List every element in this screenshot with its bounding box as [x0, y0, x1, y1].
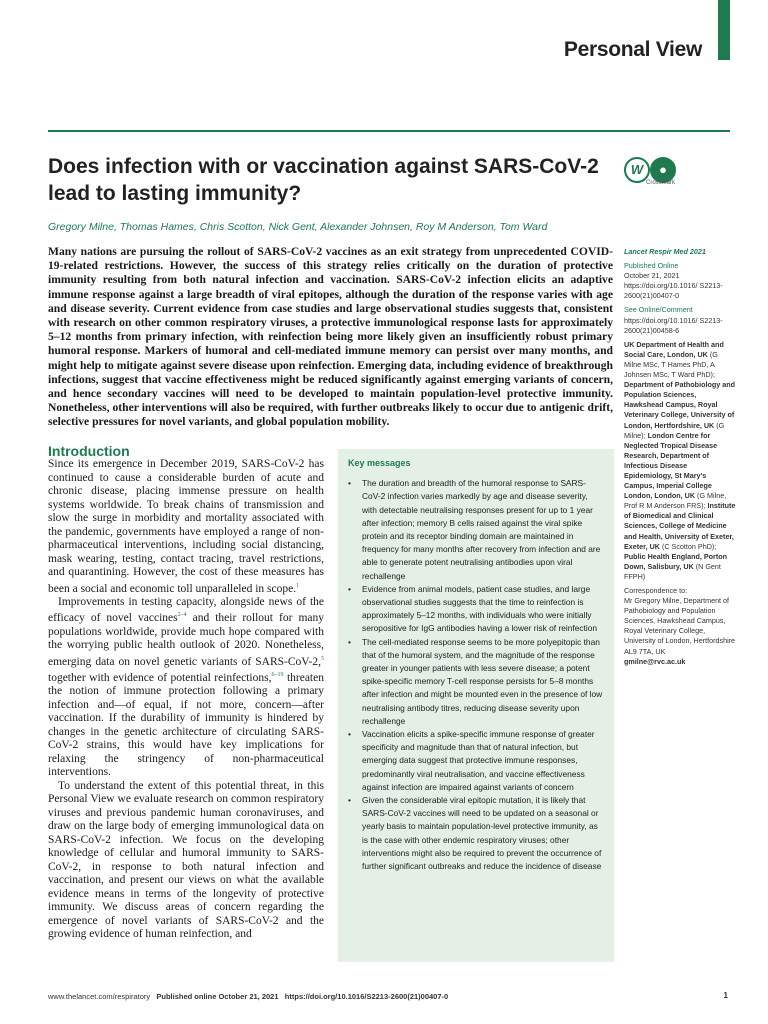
- correspondence-address: Mr Gregory Milne, Department of Pathobiology and Population Sciences, Hawkshead Campus, Royal Veterinary College, University of London, Hertfordshire AL9 7TA, UK: [624, 596, 736, 656]
- crossmark-label: CrossMark: [646, 180, 676, 186]
- footer-site-link[interactable]: www.thelancet.com/respiratory: [48, 992, 151, 1001]
- see-comment-label: See Online/Comment: [624, 305, 693, 315]
- comment-doi-link[interactable]: https://doi.org/10.1016/ S2213-2600(21)00458-6: [624, 315, 723, 335]
- open-access-icon[interactable]: W: [624, 157, 650, 183]
- published-label: Published Online: [624, 261, 679, 271]
- citation-ref[interactable]: 5: [321, 655, 324, 662]
- key-message-item: • Vaccination elicits a spike-specific immune response of greater specificity and magnitude than that of natural infection, but emerging data suggest that protective immune responses, predominantly viral neutralisation, and vaccine effectiveness against infection are impaired against variants of concern: [348, 728, 604, 794]
- intro-paragraph-2: Improvements in testing capacity, alongside news of the efficacy of novel vaccines$^{2-4}$ and their rollout for many populations worldwide, provide much hope compared with the worrying public health outlook of 2020. Nonetheless, emerging data on novel genetic variants of SARS-CoV-2,$^5$ together with evidence of potential reinfections,$^{6-19}$ threaten the notion of immune protection following a primary infection and—of equal, if not more, concern—after vaccination. If the durability of immunity is hindered by changes in the genetic architecture of circulating SARS-CoV-2 strains, this would have key implications for relaxing the stringency of non-pharmaceutical interventions.: [48, 595, 324, 779]
- page-footer: [48, 992, 448, 1001]
- key-message-item: • Given the considerable viral epitopic mutation, it is likely that SARS-CoV-2 vaccines will need to be updated on a seasonal or yearly basis to maintain population-level protective immunity, as is the case with other endemic respiratory viruses; other interventions might also be required to prevent the occurrence of further significant outbreaks and reduce the incidence of disease: [348, 794, 604, 873]
- introduction-body: [48, 458, 324, 942]
- section-color-bar: [718, 0, 730, 60]
- correspondence-label: Correspondence to:: [624, 586, 688, 595]
- footer-published: Published online October 21, 2021: [156, 992, 279, 1001]
- article-sidebar: [624, 247, 736, 671]
- key-messages-heading: Key messages: [348, 458, 411, 468]
- citation-ref[interactable]: 1: [296, 582, 300, 589]
- correspondence-email[interactable]: gmilne@rvc.ac.uk: [624, 656, 686, 666]
- citation-ref[interactable]: 2–4: [177, 612, 187, 619]
- key-message-item: • The duration and breadth of the humoral response to SARS-CoV-2 infection varies markedly by age and disease severity, with detectable neutralising responses present for up to 1 year after infection; memory B cells raised against the viral spike protein and its receptor binding domain are maintained in frequency for many months after recovery from infection and are able to generate potent neutralising antibodies upon viral rechallenge: [348, 477, 604, 583]
- intro-paragraph-3: To understand the extent of this potential threat, in this Personal View we evaluate research on common respiratory viruses and previous pandemic human coronaviruses, and draw on the large body of emerging immunological data on SARS-CoV-2 infection. We focus on the developing knowledge of cellular and humoral immunity to SARS-CoV-2, in response to both natural infection and vaccination, and present our views on what the available evidence means in terms of the longevity of protective immunity. We discuss areas of concern regarding the emergence of novel variants of SARS-CoV-2 and the growing evidence of human reinfection, and: [48, 779, 324, 941]
- key-messages-list: [348, 477, 604, 873]
- footer-doi[interactable]: https://doi.org/10.1016/S2213-2600(21)00407-0: [284, 992, 449, 1001]
- published-date: October 21, 2021: [624, 271, 680, 281]
- journal-citation: Lancet Respir Med 2021: [624, 247, 706, 256]
- key-message-item: • Evidence from animal models, patient case studies, and large observational studies suggests that the time to reinfection is approximately 5–12 months, with individuals who were initially seropositive for IgG antibodies having a lower risk of reinfection: [348, 583, 604, 636]
- key-message-item: • The cell-mediated response seems to be more polyepitopic than that of the humoral system, and the magnitude of the response greater in younger patients with less severe disease; a potent spike-specific memory T-cell response persists for 5–8 months after infection and might be mounted even in the presence of low neutralising antibody titres, reducing disease severity upon rechallenge: [348, 636, 604, 728]
- key-messages-panel: [338, 449, 614, 962]
- affiliations: UK Department of Health and Social Care, London, UK (G Milne MSc, T Hames PhD, A Johnsen MSc, T Ward PhD); Department of Pathobiology and Population Sciences, Hawkshead Campus, Royal Veterinary College, University of London, Hertfordshire, UK (G Milne); London Centre for Neglected Tropical Disease Research, Department of Infectious Disease Epidemiology, St Mary's Campus, Imperial College London, London, UK (G Milne, Prof R M Anderson FRS); Institute of Biomedical and Clinical Sciences, College of Medicine and Health, University of Exeter, Exeter, UK (C Scotton PhD); Public Health England, Porton Down, Salisbury, UK (N Gent FFPH): [624, 339, 736, 581]
- abstract: Many nations are pursuing the rollout of SARS-CoV-2 vaccines as an exit strategy from unprecedented COVID-19-related restrictions. However, the success of this strategy relies critically on the duration of protective immunity resulting from both natural infection and vaccination. SARS-CoV-2 infection elicits an adaptive immune response against a large breadth of viral epitopes, although the duration of the response varies with age and disease severity. Current evidence from case studies and large observational studies suggests that, consistent with research on other common respiratory viruses, a protective immunological response lasts for approximately 5–12 months from primary infection, with reinfection being more likely given an insufficiently robust primary humoral response. Markers of humoral and cell-mediated immune memory can persist over many months, and might help to mitigate against severe disease upon reinfection. Emerging data, including evidence of breakthrough infections, suggest that vaccine effectiveness might be reduced significantly against emerging variants of concern, and hence secondary vaccines will need to be developed to maintain population-level protective immunity. Nonetheless, other interventions will also be required, with further outbreaks likely to occur due to antigenic drift, selective pressures for novel variants, and global population mobility.: [48, 245, 613, 429]
- author-list: Gregory Milne, Thomas Hames, Chris Scotton, Nick Gent, Alexander Johnsen, Roy M Anderson, Tom Ward: [48, 221, 548, 233]
- header-rule: [48, 130, 730, 132]
- article-title: Does infection with or vaccination against SARS-CoV-2 lead to lasting immunity?: [48, 155, 599, 205]
- page-number: 1: [723, 991, 728, 1000]
- introduction-heading: Introduction: [48, 443, 130, 459]
- citation-ref[interactable]: 6–19: [271, 671, 284, 678]
- crossmark-icon[interactable]: ●: [650, 157, 676, 183]
- section-label: Personal View: [563, 38, 702, 61]
- doi-link[interactable]: https://doi.org/10.1016/ S2213-2600(21)00407-0: [624, 281, 723, 301]
- intro-paragraph-1: Since its emergence in December 2019, SARS-CoV-2 has continued to cause a considerable burden of acute and chronic disease, placing immense pressure on health systems worldwide. To break chains of transmission and slow the surge in morbidity and mortality associated with the pandemic, governments have employed a range of non-pharmaceutical interventions, including social distancing, mask wearing, testing, contact tracing, travel restrictions, and quarantining. However, the cost of these measures has been a social and economic toll unparalleled in scope.$^1$: [48, 458, 324, 595]
